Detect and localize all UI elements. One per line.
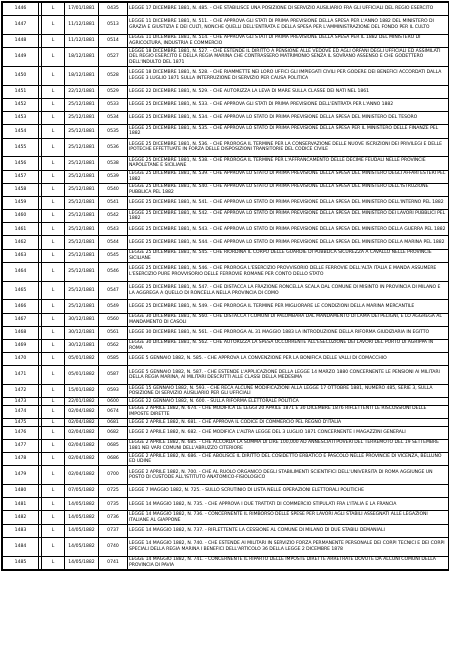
row-description: LEGGE 15 GENNAIO 1882, N. 593. - CHE RECA ALCUNE MODIFICAZIONI ALLA LEGGE 17 OTTOBRE 1881, NUMERO 485, SERIE 3, SULLA POSIZIONE DI SERVIZIO AUSILIARIO PER GLI UFFICIALI bbox=[128, 385, 449, 398]
row-date: 14/05/1882 bbox=[65, 524, 99, 537]
table-row bbox=[3, 537, 449, 556]
table-row bbox=[3, 249, 449, 262]
row-page: 0543 bbox=[99, 223, 128, 236]
row-number: 1481 bbox=[3, 498, 39, 511]
laws-index-table bbox=[2, 2, 449, 570]
row-description: LEGGE 25 DICEMBRE 1881, N. 536. - CHE PROROGA IL TERMINE PER LA CONSERVAZIONE DELLE NUOVE ISCRIZIONI DEI PRIVILEGI E DELLE IPOTECHE EFFETTUATE IN FORZA DELLE DISPOSIZIONI TRANSITORIE DEL CODICE CIVILE bbox=[128, 138, 449, 157]
row-number: 1478 bbox=[3, 453, 39, 466]
table-row bbox=[3, 405, 449, 418]
row-number: 1455 bbox=[3, 138, 39, 157]
table-row bbox=[3, 34, 449, 47]
row-type: L bbox=[42, 249, 65, 262]
table-row bbox=[3, 125, 449, 138]
table-row bbox=[3, 466, 449, 485]
row-type: L bbox=[42, 453, 65, 466]
row-page: 0541 bbox=[99, 196, 128, 209]
row-description: LEGGE 30 DICEMBRE 1881, N. 560. - CHE DISTACCA I COMUNI DI PALOMBARA DAL MANDAMENTO DI LAMA DEI PELIGNI, E LO AGGREGA AL MANDAMENTO DI CASOLI bbox=[128, 313, 449, 326]
row-date: 02/04/1882 bbox=[65, 426, 99, 439]
row-type: L bbox=[42, 3, 65, 16]
row-page: 0534 bbox=[99, 112, 128, 125]
table-row bbox=[3, 556, 449, 569]
row-description: LEGGE 5 GENNAIO 1882, N. 587. - CHE ESTENDE L'APPLICAZIONE DELLA LEGGE 14 MARZO 1880 CONCERNENTE LE PENSIONI AI MILITARI DELLA REGIA MARINA, AI MILITARI DESCRITTI ALLE CLASSI DELLA MEDESIMA bbox=[128, 366, 449, 385]
row-number: 1479 bbox=[3, 466, 39, 485]
row-description: LEGGE 2 APRILE 1882, N. 674. - CHE MODIFICA LE LEGGI 20 APRILE 1871 E 30 DICEMBRE 1876 RIFLETTENTI LE RISCOSSIONI DELLE IMPOSTE DIRETTE bbox=[128, 405, 449, 418]
row-description: LEGGE 25 DICEMBRE 1881, N. 535. - CHE APPROVA LO STATO DI PRIMA PREVISIONE DELLA SPESA PER IL MINISTERO DELLE FINANZE PEL 1882 bbox=[128, 125, 449, 138]
row-date: 25/12/1881 bbox=[65, 98, 99, 111]
row-page: 0544 bbox=[99, 236, 128, 249]
row-number: 1473 bbox=[3, 398, 39, 406]
row-number: 1465 bbox=[3, 281, 39, 300]
document-table-container bbox=[1, 1, 449, 571]
row-date: 17/01/1881 bbox=[65, 3, 99, 16]
row-number: 1484 bbox=[3, 537, 39, 556]
row-description: LEGGE 2 APRILE 1882, N. 686. - CHE ABOLISCE IL DIRITTO DEL COSIDETTO ERBATICO E PASCOLO NELLE PROVINCIE DI VICENZA, BELLUNO ED UDINE bbox=[128, 453, 449, 466]
row-description: LEGGE 18 DICEMBRE 1881, N. 527. - CHE ESTENDE IL DIRITTO A PENSIONE ALLE VEDOVE ED AGLI ORFANI DEGLI UFFICIALI ED ASSIMILATI DEL REGIO ESERCITO E DELLA REGIA MARINA CHE CONTRASSERO MATRIMONIO SENZA IL SOVRANO ASSENSO E CHE GODETTERO DELL'INDULTO DEL 1871 bbox=[128, 48, 449, 67]
row-type: L bbox=[42, 405, 65, 418]
row-page: 0540 bbox=[99, 183, 128, 196]
row-type: L bbox=[42, 170, 65, 183]
table-body bbox=[3, 3, 449, 570]
row-type: L bbox=[42, 210, 65, 223]
row-type: L bbox=[42, 524, 65, 537]
table-row bbox=[3, 183, 449, 196]
row-page: 0533 bbox=[99, 98, 128, 111]
row-number: 1466 bbox=[3, 300, 39, 313]
table-row bbox=[3, 170, 449, 183]
table-row bbox=[3, 300, 449, 313]
row-description: LEGGE 2 APRILE 1882, N. 682. - CHE MODIFICA L'ALTRA LEGGE DEL 3 LUGLIO 1871 CONCERNENTE I MAGAZZINI GENERALI bbox=[128, 426, 449, 439]
row-date: 25/12/1881 bbox=[65, 281, 99, 300]
row-page: 0435 bbox=[99, 3, 128, 16]
row-description: LEGGE 25 DICEMBRE 1881, N. 541. - CHE APPROVA LO STATO DI PRIMA PREVISIONE DELLA SPESA DEL MINISTERO DELL'INTERNO PEL 1882 bbox=[128, 196, 449, 209]
table-row bbox=[3, 511, 449, 524]
row-page: 0681 bbox=[99, 419, 128, 427]
row-number: 1477 bbox=[3, 439, 39, 452]
row-date: 02/04/1882 bbox=[65, 439, 99, 452]
row-date: 25/12/1881 bbox=[65, 300, 99, 313]
row-type: L bbox=[42, 157, 65, 170]
row-number: 1449 bbox=[3, 48, 39, 67]
row-date: 25/12/1881 bbox=[65, 236, 99, 249]
row-number: 1453 bbox=[3, 112, 39, 125]
row-type: L bbox=[42, 300, 65, 313]
table-row bbox=[3, 426, 449, 439]
row-date: 02/04/1882 bbox=[65, 405, 99, 418]
row-description: LEGGE 25 DICEMBRE 1881, N. 549. - CHE PROROGA IL TERMINE PER MIGLIORARE LE CONDIZIONI DELLA MARINA MERCANTILE bbox=[128, 300, 449, 313]
row-description: LEGGE 25 DICEMBRE 1881, N. 534. - CHE APPROVA LO STATO DI PRIMA PREVISIONE DELLA SPESA DEL MINISTERO DEL TESORO bbox=[128, 112, 449, 125]
row-description: LEGGE 30 DICEMBRE 1881, N. 562. - CHE AUTORIZZA LA SPESA OCCORRENTE ALL'ESECUZIONE DEI LAVORI DEL PORTO DI AGRIPPA IN ROMA bbox=[128, 339, 449, 352]
row-date: 25/12/1881 bbox=[65, 249, 99, 262]
table-row bbox=[3, 98, 449, 111]
row-description: LEGGE 11 DICEMBRE 1881, N. 514. - CHE APPROVA GLI STATI DI PRIMA PREVISIONE DELLA SPESA PER IL 1882 DEL MINISTERO DI AGRICOLTURA, INDUSTRIA E COMMERCIO bbox=[128, 34, 449, 47]
row-description: LEGGE 25 DICEMBRE 1881, N. 545. - CHE RIORDINA IL CORPO DELLE GUARDIE DI PUBBLICA SICUREZZA A CAVALLO NELLE PROVINCIE SICILIANE bbox=[128, 249, 449, 262]
row-type: L bbox=[42, 138, 65, 157]
row-description: LEGGE 2 APRILE 1882, N. 685. - CHE ACCORDA LA SOMMA DI LIRE 100,000 AD ANNESCIATI POVERI DEL TERREMOTO DEL 19 SETTEMBRE 1881 NEI VARI COMUNI DELL'ABRUZZO CITERIORE bbox=[128, 439, 449, 452]
row-number: 1452 bbox=[3, 98, 39, 111]
row-number: 1450 bbox=[3, 66, 39, 85]
row-number: 1456 bbox=[3, 157, 39, 170]
row-type: L bbox=[42, 66, 65, 85]
row-page: 0562 bbox=[99, 339, 128, 352]
row-page: 0560 bbox=[99, 313, 128, 326]
row-date: 02/04/1882 bbox=[65, 419, 99, 427]
row-type: L bbox=[42, 125, 65, 138]
table-row bbox=[3, 485, 449, 498]
row-page: 0529 bbox=[99, 85, 128, 98]
row-type: L bbox=[42, 16, 65, 35]
row-date: 07/05/1882 bbox=[65, 485, 99, 498]
table-row bbox=[3, 157, 449, 170]
table-row bbox=[3, 262, 449, 281]
row-type: L bbox=[42, 419, 65, 427]
row-type: L bbox=[42, 385, 65, 398]
row-number: 1471 bbox=[3, 366, 39, 385]
row-number: 1458 bbox=[3, 183, 39, 196]
row-description: LEGGE 14 MAGGIO 1882, N. 741. - CONCERNENTE IL RIPARTO DELLE IMPOSTE DIRETTE ARRETRATE DOVUTE DA ALCUNI COMUNI DELLA PROVINCIA DI PAVIA bbox=[128, 556, 449, 569]
table-row bbox=[3, 223, 449, 236]
row-description: LEGGE 14 MAGGIO 1882, N. 737. - RIFLETTENTE LA CESSIONE AL COMUNE DI MILANO DI DUE STABILI DEMANIALI bbox=[128, 524, 449, 537]
row-page: 0538 bbox=[99, 157, 128, 170]
row-date: 18/12/1881 bbox=[65, 66, 99, 85]
row-number: 1454 bbox=[3, 125, 39, 138]
table-row bbox=[3, 366, 449, 385]
row-type: L bbox=[42, 511, 65, 524]
row-date: 02/04/1882 bbox=[65, 466, 99, 485]
row-description: LEGGE 11 DICEMBRE 1881, N. 511. - CHE APPROVA GLI STATI DI PRIMA PREVISIONE DELLA SPESA PER L'ANNO 1882 DEL MINISTERO DI GRAZIA E GIUSTIZIA E DEI CULTI, NONCHE QUELLI DELL'ENTRATA E DELLA SPESA PER L'AMMINISTRAZIONE DEL FONDO PER IL CULTO bbox=[128, 16, 449, 35]
row-number: 1468 bbox=[3, 326, 39, 339]
row-description: LEGGE 22 DICEMBRE 1881, N. 529. - CHE AUTORIZZA LA LEVA DI MARE SULLA CLASSE DEI NATI NEL 1861 bbox=[128, 85, 449, 98]
table-row bbox=[3, 326, 449, 339]
row-page: 0513 bbox=[99, 16, 128, 35]
row-type: L bbox=[42, 313, 65, 326]
row-type: L bbox=[42, 281, 65, 300]
row-number: 1470 bbox=[3, 353, 39, 366]
row-type: L bbox=[42, 112, 65, 125]
row-date: 25/12/1881 bbox=[65, 262, 99, 281]
row-description: LEGGE 22 GENNAIO 1882, N. 600. - SULLA RIFORMA ELETTORALE POLITICA bbox=[128, 398, 449, 406]
row-page: 0735 bbox=[99, 498, 128, 511]
row-page: 0585 bbox=[99, 353, 128, 366]
row-type: L bbox=[42, 223, 65, 236]
row-type: L bbox=[42, 34, 65, 47]
table-row bbox=[3, 3, 449, 16]
table-row bbox=[3, 85, 449, 98]
row-description: LEGGE 2 APRILE 1882, N. 681. - CHE APPROVA IL CODICE DI COMMERCIO PEL REGNO D'ITALIA bbox=[128, 419, 449, 427]
row-date: 14/05/1882 bbox=[65, 556, 99, 569]
row-description: LEGGE 25 DICEMBRE 1881, N. 540. - CHE APPROVA LO STATO DI PRIMA PREVISIONE DELLA SPESA DEL MINISTERO DELL'ISTRUZIONE PUBBLICA PEL 1882 bbox=[128, 183, 449, 196]
row-description: LEGGE 2 APRILE 1882, N. 700. - CHE AL RUOLO ORGANICO DEGLI STABILIMENTI SCIENTIFICI DELL'UNIVERSITA DI ROMA AGGIUNGE UN POSTO DI CUSTODE ALL'ISTITUTO ANATOMICO-FISIOLOGICO bbox=[128, 466, 449, 485]
row-date: 30/12/1881 bbox=[65, 339, 99, 352]
table-row bbox=[3, 385, 449, 398]
row-page: 0686 bbox=[99, 453, 128, 466]
row-page: 0547 bbox=[99, 281, 128, 300]
row-date: 25/12/1881 bbox=[65, 170, 99, 183]
row-page: 0737 bbox=[99, 524, 128, 537]
row-page: 0542 bbox=[99, 210, 128, 223]
row-page: 0539 bbox=[99, 170, 128, 183]
row-type: L bbox=[42, 339, 65, 352]
row-number: 1483 bbox=[3, 524, 39, 537]
row-description: LEGGE 7 MAGGIO 1882, N. 725. - SULLO SCRUTINIO DI LISTA NELLE OPERAZIONI ELETTORALI POLITICHE bbox=[128, 485, 449, 498]
row-number: 1460 bbox=[3, 210, 39, 223]
row-type: L bbox=[42, 262, 65, 281]
row-type: L bbox=[42, 466, 65, 485]
row-description: LEGGE 5 GENNAIO 1882, N. 585. - CHE APPROVA LA CONVENZIONE PER LA BONIFICA DELLE VALLI DI COMACCHIO bbox=[128, 353, 449, 366]
row-number: 1485 bbox=[3, 556, 39, 569]
row-page: 0593 bbox=[99, 385, 128, 398]
row-page: 0741 bbox=[99, 556, 128, 569]
row-number: 1447 bbox=[3, 16, 39, 35]
table-row bbox=[3, 398, 449, 406]
row-type: L bbox=[42, 326, 65, 339]
row-date: 14/05/1882 bbox=[65, 498, 99, 511]
row-description: LEGGE 14 MAGGIO 1882, N. 740. - CHE ESTENDE AI MILITARI IN SERVIZIO FORZA PERMANENTE PERSONALE DEI CORPI TECNICI E DEI CORPI SPECIALI DELLA REGIA MARINA I BENEFICI DELL'ARTICOLO 36 DELLA LEGGE 2 DICEMBRE 1878 bbox=[128, 537, 449, 556]
table-row bbox=[3, 196, 449, 209]
row-date: 11/12/1881 bbox=[65, 16, 99, 35]
row-description: LEGGE 25 DICEMBRE 1881, N. 533. - CHE APPROVA GLI STATI DI PRIMA PREVISIONE DELL'ENTRATA PER L'ANNO 1882 bbox=[128, 98, 449, 111]
row-page: 0514 bbox=[99, 34, 128, 47]
table-row bbox=[3, 313, 449, 326]
row-number: 1463 bbox=[3, 249, 39, 262]
row-number: 1448 bbox=[3, 34, 39, 47]
row-page: 0536 bbox=[99, 138, 128, 157]
row-type: L bbox=[42, 498, 65, 511]
row-description: LEGGE 25 DICEMBRE 1881, N. 546. - CHE PROROGA L'ESERCIZIO PROVVISORIO DELLE FERROVIE DELL'ALTA ITALIA E MANDA ASSUMERE L'ESERCIZIO PURE PROVVISORIO DELLE FERROVIE ROMANE PER CONTO DELLO STATO bbox=[128, 262, 449, 281]
row-number: 1475 bbox=[3, 419, 39, 427]
table-row bbox=[3, 138, 449, 157]
table-row bbox=[3, 48, 449, 67]
row-number: 1472 bbox=[3, 385, 39, 398]
row-description: LEGGE 25 DICEMBRE 1881, N. 542. - CHE APPROVA LO STATO DI PRIMA PREVISIONE DELLA SPESA DEL MINISTERO DEI LAVORI PUBBLICI PEL 1882 bbox=[128, 210, 449, 223]
row-date: 05/01/1882 bbox=[65, 353, 99, 366]
row-number: 1482 bbox=[3, 511, 39, 524]
row-page: 0535 bbox=[99, 125, 128, 138]
row-date: 14/05/1882 bbox=[65, 537, 99, 556]
row-number: 1462 bbox=[3, 236, 39, 249]
row-number: 1474 bbox=[3, 405, 39, 418]
row-type: L bbox=[42, 439, 65, 452]
row-page: 0561 bbox=[99, 326, 128, 339]
row-page: 0725 bbox=[99, 485, 128, 498]
row-type: L bbox=[42, 485, 65, 498]
table-row bbox=[3, 210, 449, 223]
row-date: 22/12/1881 bbox=[65, 85, 99, 98]
row-type: L bbox=[42, 236, 65, 249]
row-description: LEGGE 25 DICEMBRE 1881, N. 547. - CHE DISTACCA LA FRAZIONE RONCELLA SCALA DAL COMUNE DI MISINTO IN PROVINCIA DI MILANO E LA AGGREGA A QUELLO DI RONCELLA NELLA PROVINCIA DI COMO bbox=[128, 281, 449, 300]
row-page: 0700 bbox=[99, 466, 128, 485]
row-date: 25/12/1881 bbox=[65, 210, 99, 223]
row-description: LEGGE 25 DICEMBRE 1881, N. 539. - CHE APPROVA LO STATO DI PRIMA PREVISIONE DELLA SPESA DEL MINISTERO DEGLI AFFARI ESTERI PEL 1882 bbox=[128, 170, 449, 183]
row-date: 05/01/1882 bbox=[65, 366, 99, 385]
row-type: L bbox=[42, 537, 65, 556]
table-row bbox=[3, 419, 449, 427]
row-type: L bbox=[42, 556, 65, 569]
row-page: 0546 bbox=[99, 262, 128, 281]
row-type: L bbox=[42, 183, 65, 196]
row-number: 1451 bbox=[3, 85, 39, 98]
row-description: LEGGE 25 DICEMBRE 1881, N. 543. - CHE APPROVA LO STATO DI PRIMA PREVISIONE DELLA SPESA DEL MINISTERO DELLA GUERRA PEL 1882 bbox=[128, 223, 449, 236]
row-date: 25/12/1881 bbox=[65, 125, 99, 138]
row-page: 0682 bbox=[99, 426, 128, 439]
row-date: 25/12/1881 bbox=[65, 196, 99, 209]
row-page: 0674 bbox=[99, 405, 128, 418]
row-type: L bbox=[42, 426, 65, 439]
row-number: 1469 bbox=[3, 339, 39, 352]
row-date: 30/12/1881 bbox=[65, 313, 99, 326]
row-page: 0528 bbox=[99, 66, 128, 85]
row-number: 1480 bbox=[3, 485, 39, 498]
row-date: 25/12/1881 bbox=[65, 138, 99, 157]
table-row bbox=[3, 66, 449, 85]
row-page: 0587 bbox=[99, 366, 128, 385]
row-page: 0527 bbox=[99, 48, 128, 67]
row-date: 22/01/1882 bbox=[65, 398, 99, 406]
row-description: LEGGE 14 MAGGIO 1882, N. 735. - CHE APPROVA I DUE TRATTATI DI COMMERCIO STIPULATI FRA L'ITALIA E LA FRANCIA bbox=[128, 498, 449, 511]
row-date: 25/12/1881 bbox=[65, 112, 99, 125]
row-date: 25/12/1881 bbox=[65, 223, 99, 236]
table-row bbox=[3, 498, 449, 511]
row-description: LEGGE 25 DICEMBRE 1881, N. 538. - CHE PROROGA IL TERMINE PER L'AFFRANCAMENTO DELLE DECIME FEUDALI NELLE PROVINCIE NAPOLETANE E SICILIANE bbox=[128, 157, 449, 170]
row-type: L bbox=[42, 48, 65, 67]
row-page: 0736 bbox=[99, 511, 128, 524]
row-date: 18/12/1881 bbox=[65, 48, 99, 67]
row-description: LEGGE 25 DICEMBRE 1881, N. 544. - CHE APPROVA LO STATO DI PRIMA PREVISIONE DELLA SPESA DEL MINISTERO DELLA MARINA PEL 1882 bbox=[128, 236, 449, 249]
row-number: 1476 bbox=[3, 426, 39, 439]
row-description: LEGGE 30 DICEMBRE 1881, N. 561. - CHE PROROGA AL 31 MAGGIO 1883 LA INTRODUZIONE DELLA RIFORMA GIUDIZIARIA IN EGITTO bbox=[128, 326, 449, 339]
row-page: 0600 bbox=[99, 398, 128, 406]
row-date: 15/01/1882 bbox=[65, 385, 99, 398]
table-row bbox=[3, 439, 449, 452]
table-row bbox=[3, 339, 449, 352]
row-date: 25/12/1881 bbox=[65, 183, 99, 196]
row-type: L bbox=[42, 98, 65, 111]
row-date: 02/04/1882 bbox=[65, 453, 99, 466]
table-row bbox=[3, 453, 449, 466]
row-page: 0685 bbox=[99, 439, 128, 452]
row-type: L bbox=[42, 398, 65, 406]
table-row bbox=[3, 281, 449, 300]
row-description: LEGGE 18 DICEMBRE 1881, N. 528. - CHE RIAMMETTE NEI LORO UFFICI GLI IMPIEGATI CIVILI PER GODERE DEI BENEFICI ACCORDATI DALLA LEGGE 3 LUGLIO 1871 SULLA INTERRUZIONE DI SERVIZIO PER CAUSA POLITICA bbox=[128, 66, 449, 85]
row-date: 30/12/1881 bbox=[65, 326, 99, 339]
row-page: 0549 bbox=[99, 300, 128, 313]
row-number: 1457 bbox=[3, 170, 39, 183]
row-date: 11/12/1881 bbox=[65, 34, 99, 47]
row-number: 1461 bbox=[3, 223, 39, 236]
table-row bbox=[3, 112, 449, 125]
table-row bbox=[3, 236, 449, 249]
row-number: 1446 bbox=[3, 3, 39, 16]
row-description: LEGGE 14 MAGGIO 1882, N. 736. - CONCERNENTE IL RIMBORSO DELLE SPESE PER LAVORI AGLI STABILI ASSEGNATI ALLE LEGAZIONI ITALIANE AL GIAPPONE bbox=[128, 511, 449, 524]
row-description: LEGGE 17 DICEMBRE 1881, N. 485. - CHE STABILISCE UNA POSIZIONE DI SERVIZIO AUSILIARIO FRA GLI UFFICIALI DEL REGIO ESERCITO bbox=[128, 3, 449, 16]
row-number: 1464 bbox=[3, 262, 39, 281]
table-row bbox=[3, 524, 449, 537]
table-row bbox=[3, 353, 449, 366]
row-type: L bbox=[42, 353, 65, 366]
row-type: L bbox=[42, 85, 65, 98]
row-date: 25/12/1881 bbox=[65, 157, 99, 170]
row-number: 1467 bbox=[3, 313, 39, 326]
row-date: 14/05/1882 bbox=[65, 511, 99, 524]
table-row bbox=[3, 16, 449, 35]
row-number: 1459 bbox=[3, 196, 39, 209]
row-type: L bbox=[42, 196, 65, 209]
row-page: 0545 bbox=[99, 249, 128, 262]
row-type: L bbox=[42, 366, 65, 385]
row-page: 0740 bbox=[99, 537, 128, 556]
